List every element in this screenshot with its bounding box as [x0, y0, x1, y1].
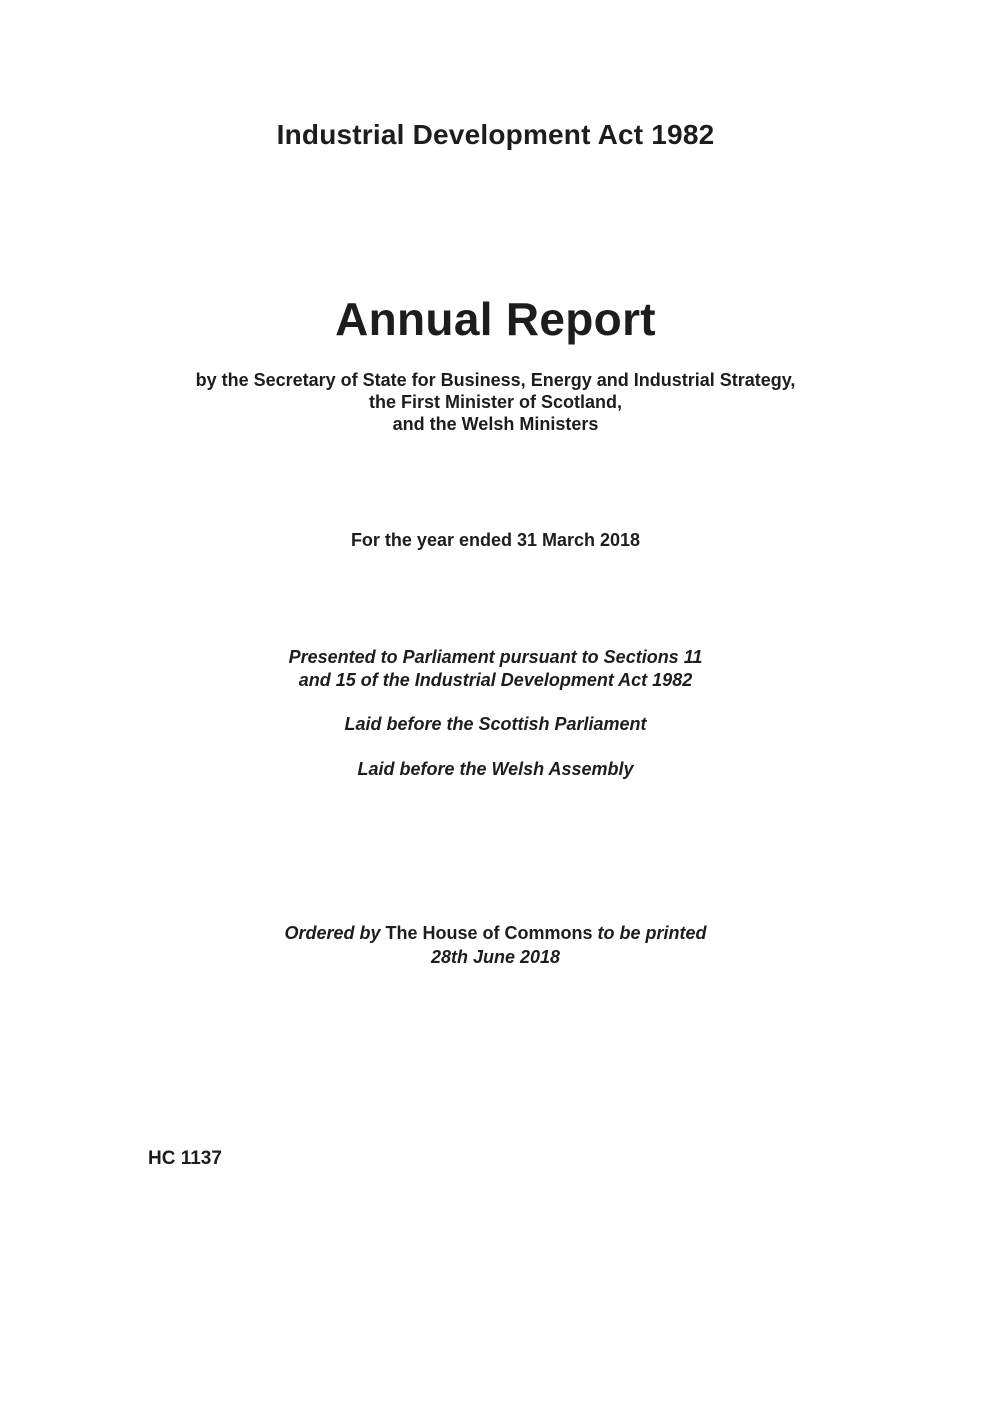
- byline-line-3: and the Welsh Ministers: [392, 414, 599, 434]
- byline: [0, 369, 991, 435]
- order-suffix: to be printed: [592, 923, 707, 943]
- presentation-line-1: Presented to Parliament pursuant to Sections 11: [288, 647, 703, 667]
- order-statement: [0, 921, 991, 969]
- order-body: The House of Commons: [385, 923, 593, 943]
- byline-line-1: by the Secretary of State for Business, Energy and Industrial Strategy,: [195, 370, 796, 390]
- presentation-statement: [0, 646, 991, 692]
- order-date: 28th June 2018: [430, 947, 561, 967]
- report-title: Annual Report: [335, 293, 656, 345]
- byline-line-2: the First Minister of Scotland,: [368, 392, 623, 412]
- laid-before-welsh-assembly: Laid before the Welsh Assembly: [357, 759, 634, 779]
- order-line-1: [0, 921, 991, 945]
- order-prefix: Ordered by: [284, 923, 386, 943]
- hc-number: HC 1137: [148, 1148, 222, 1169]
- presentation-line-2: and 15 of the Industrial Development Act 1982: [298, 670, 693, 690]
- laid-before-scottish-parliament: Laid before the Scottish Parliament: [344, 714, 647, 734]
- act-title: Industrial Development Act 1982: [276, 119, 715, 150]
- period-line: For the year ended 31 March 2018: [350, 530, 641, 550]
